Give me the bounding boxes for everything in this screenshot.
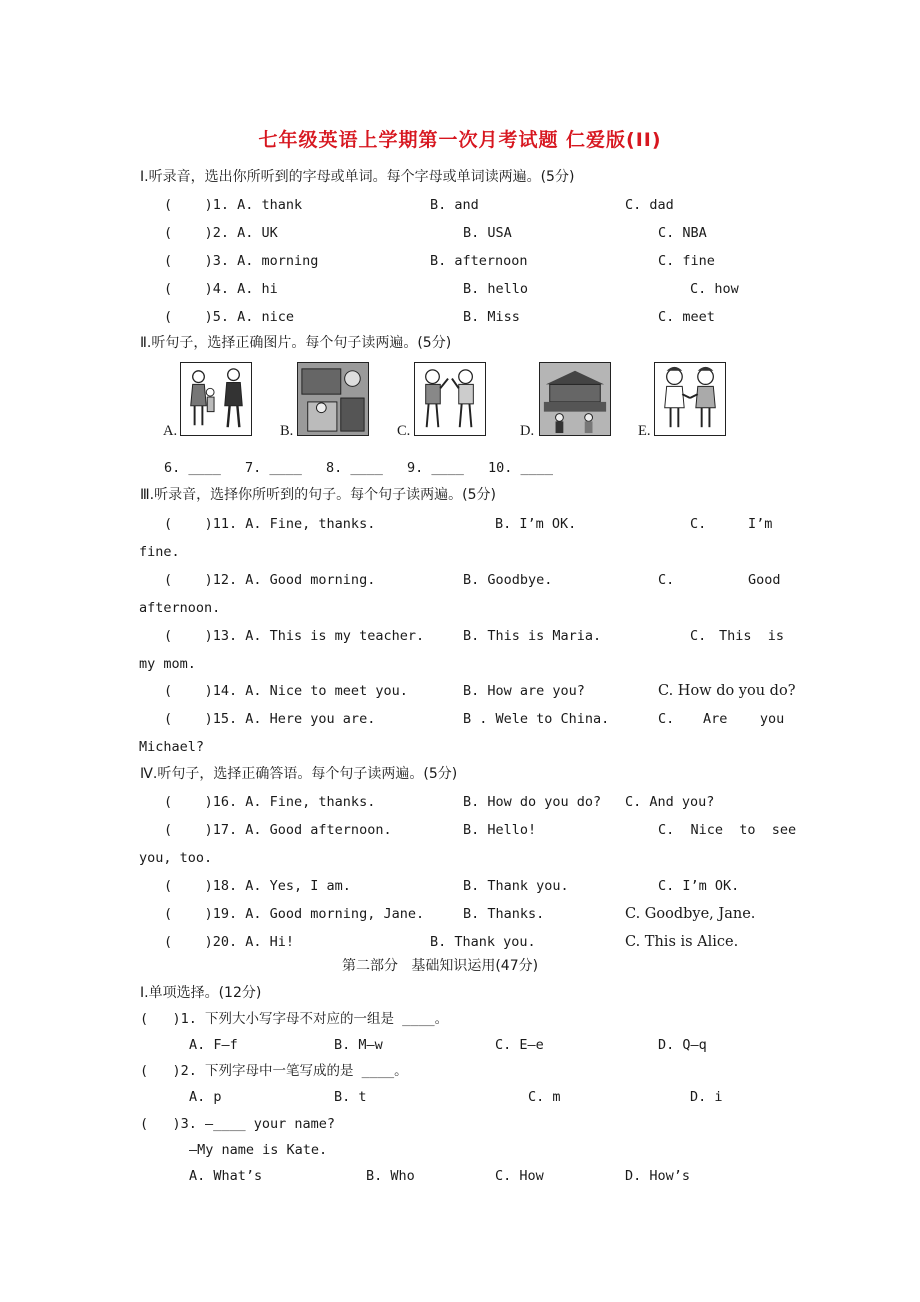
part-2-section-1-heading: Ⅰ.单项选择。(12分) bbox=[140, 985, 262, 1001]
q12-c: C. bbox=[658, 572, 675, 588]
blank-8: 8. ____ bbox=[326, 460, 383, 476]
q18-b: B. Thank you. bbox=[463, 878, 569, 894]
p2-q2-b: B. t bbox=[334, 1089, 367, 1105]
two-boys-waving-illustration bbox=[415, 363, 485, 435]
q11-c: C. bbox=[690, 516, 707, 532]
p2-q1-c: C. E—e bbox=[495, 1037, 544, 1053]
page-title: 七年级英语上学期第一次月考试题 仁爱版(II) bbox=[258, 129, 662, 151]
q20-b: B. Thank you. bbox=[430, 934, 536, 950]
section-3-heading: Ⅲ.听录音，选择你所听到的句子。每个句子读两遍。(5分) bbox=[140, 487, 496, 503]
p2-q1-d: D. Q—q bbox=[658, 1037, 707, 1053]
q20-a: ( )20. A. Hi! bbox=[164, 934, 295, 950]
picture-b bbox=[297, 362, 369, 436]
p2-q2-c: C. m bbox=[528, 1089, 561, 1105]
p2-q3-d: D. How’s bbox=[625, 1168, 691, 1184]
p2-q1-b: B. M—w bbox=[334, 1037, 383, 1053]
picture-label-a: A. bbox=[163, 423, 178, 439]
q13-c: C. bbox=[690, 628, 707, 644]
picture-label-d: D. bbox=[520, 423, 535, 439]
q11-wrap: fine. bbox=[139, 544, 180, 560]
q13-c-text: This is bbox=[719, 628, 785, 644]
p2-q3-a: A. What’s bbox=[189, 1168, 263, 1184]
q4-c: C. how bbox=[690, 281, 739, 297]
p2-q3-line2: —My name is Kate. bbox=[189, 1142, 328, 1158]
q17-c: C. Nice to see bbox=[658, 822, 797, 838]
picture-label-b: B. bbox=[280, 423, 294, 439]
q3-b: B. afternoon bbox=[430, 253, 528, 269]
picture-e bbox=[654, 362, 726, 436]
two-girls-shaking-hands-illustration bbox=[655, 363, 725, 435]
q17-b: B. Hello! bbox=[463, 822, 537, 838]
q15-b: B . Wele to China. bbox=[463, 711, 610, 727]
q5-b: B. Miss bbox=[463, 309, 520, 325]
q2-b: B. USA bbox=[463, 225, 512, 241]
q1-b: B. and bbox=[430, 197, 479, 213]
blank-9: 9. ____ bbox=[407, 460, 464, 476]
p2-q2-d: D. i bbox=[690, 1089, 723, 1105]
blank-10: 10. ____ bbox=[488, 460, 554, 476]
q13-wrap: my mom. bbox=[139, 656, 196, 672]
q4-b: B. hello bbox=[463, 281, 529, 297]
p2-q2-a: A. p bbox=[189, 1089, 222, 1105]
q12-c-text: Good bbox=[748, 572, 781, 588]
q17-wrap: you, too. bbox=[139, 850, 213, 866]
q15-c-text: Are you bbox=[703, 711, 785, 727]
q5-c: C. meet bbox=[658, 309, 715, 325]
q19-c: C. Goodbye, Jane. bbox=[625, 906, 756, 922]
picture-d bbox=[539, 362, 611, 436]
q16-c: C. And you? bbox=[625, 794, 715, 810]
section-4-heading: Ⅳ.听句子，选择正确答语。每个句子读两遍。(5分) bbox=[140, 766, 458, 782]
q14-b: B. How are you? bbox=[463, 683, 585, 699]
q20-c: C. This is Alice. bbox=[625, 934, 739, 950]
q12-a: ( )12. A. Good morning. bbox=[164, 572, 376, 588]
p2-q1-stem: ( )1. 下列大小写字母不对应的一组是 ____。 bbox=[140, 1011, 449, 1027]
q19-a: ( )19. A. Good morning, Jane. bbox=[164, 906, 425, 922]
section-2-heading: Ⅱ.听句子，选择正确图片。每个句子读两遍。(5分) bbox=[140, 335, 452, 351]
picture-c bbox=[414, 362, 486, 436]
classroom-illustration bbox=[298, 363, 368, 435]
picture-label-e: E. bbox=[638, 423, 651, 439]
q11-c-text: I’m bbox=[748, 516, 773, 532]
p2-q3-stem: ( )3. —____ your name? bbox=[140, 1116, 336, 1132]
q15-c: C. bbox=[658, 711, 675, 727]
q19-b: B. Thanks. bbox=[463, 906, 545, 922]
q16-a: ( )16. A. Fine, thanks. bbox=[164, 794, 376, 810]
q13-b: B. This is Maria. bbox=[463, 628, 602, 644]
q12-b: B. Goodbye. bbox=[463, 572, 553, 588]
q14-c: C. How do you do? bbox=[658, 683, 796, 699]
q2-c: C. NBA bbox=[658, 225, 707, 241]
blank-7: 7. ____ bbox=[245, 460, 302, 476]
q3-c: C. fine bbox=[658, 253, 715, 269]
q15-wrap: Michael? bbox=[139, 739, 205, 755]
q11-a: ( )11. A. Fine, thanks. bbox=[164, 516, 376, 532]
section-1-heading: Ⅰ.听录音，选出你所听到的字母或单词。每个字母或单词读两遍。(5分) bbox=[140, 169, 575, 185]
blank-6: 6. ____ bbox=[164, 460, 221, 476]
p2-q1-a: A. F—f bbox=[189, 1037, 238, 1053]
q14-a: ( )14. A. Nice to meet you. bbox=[164, 683, 408, 699]
picture-a bbox=[180, 362, 252, 436]
q18-c: C. I’m OK. bbox=[658, 878, 740, 894]
tiananmen-illustration bbox=[540, 363, 610, 435]
q4-a: ( )4. A. hi bbox=[164, 281, 278, 297]
q1-c: C. dad bbox=[625, 197, 674, 213]
q5-a: ( )5. A. nice bbox=[164, 309, 295, 325]
q15-a: ( )15. A. Here you are. bbox=[164, 711, 376, 727]
q17-a: ( )17. A. Good afternoon. bbox=[164, 822, 392, 838]
q2-a: ( )2. A. UK bbox=[164, 225, 278, 241]
picture-label-c: C. bbox=[397, 423, 411, 439]
q1-a: ( )1. A. thank bbox=[164, 197, 303, 213]
p2-q3-b: B. Who bbox=[366, 1168, 415, 1184]
q12-wrap: afternoon. bbox=[139, 600, 221, 616]
part-2-heading: 第二部分 基础知识运用(47分) bbox=[342, 958, 539, 974]
q13-a: ( )13. A. This is my teacher. bbox=[164, 628, 425, 644]
q16-b: B. How do you do? bbox=[463, 794, 602, 810]
q18-a: ( )18. A. Yes, I am. bbox=[164, 878, 351, 894]
q3-a: ( )3. A. morning bbox=[164, 253, 319, 269]
p2-q2-stem: ( )2. 下列字母中一笔写成的是 ____。 bbox=[140, 1063, 408, 1079]
q11-b: B. I’m OK. bbox=[495, 516, 577, 532]
people-meeting-illustration bbox=[181, 363, 251, 435]
p2-q3-c: C. How bbox=[495, 1168, 544, 1184]
